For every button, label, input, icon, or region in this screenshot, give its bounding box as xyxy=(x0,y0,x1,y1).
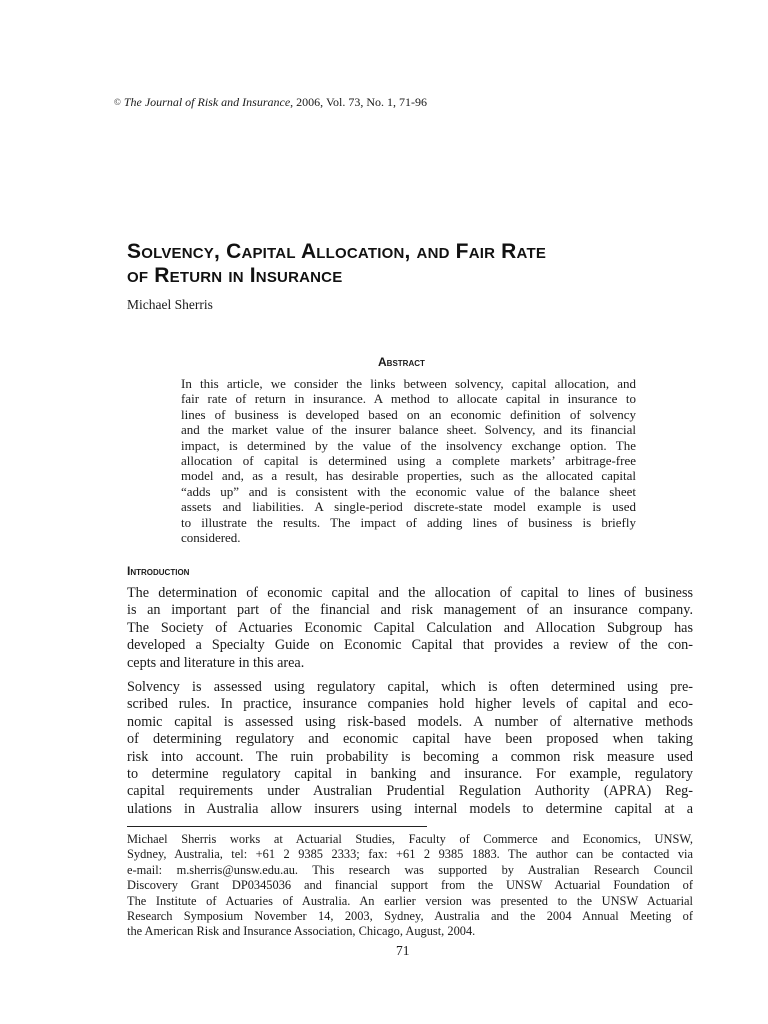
abstract-line: lines of business is developed based on an economic definition of solvency xyxy=(181,406,636,422)
abstract-line: considered. xyxy=(181,530,241,546)
citation-details: , 2006, Vol. 73, No. 1, 71-96 xyxy=(290,95,428,109)
abstract-line: allocation of capital is determined using a complete markets’ arbitrage-free xyxy=(181,453,636,469)
footnote-divider xyxy=(127,826,427,827)
footnote-line: e-mail: m.sherris@unsw.edu.au. This research was supported by Australian Research Council xyxy=(127,862,693,877)
body-line: Solvency is assessed using regulatory capital, which is often determined using pre- xyxy=(127,679,693,695)
introduction-paragraph-2 xyxy=(127,679,693,818)
footnote-line: Discovery Grant DP0345036 and financial support from the UNSW Actuarial Foundation of xyxy=(127,878,693,893)
body-line: capital requirements under Australian Prudential Regulation Authority (APRA) Reg- xyxy=(127,783,693,800)
abstract-line: “adds up” and is consistent with the economic value of the balance sheet xyxy=(181,483,636,499)
body-line: cepts and literature in this area. xyxy=(127,654,305,671)
body-line: is an important part of the financial and risk management of an insurance company. xyxy=(127,602,693,619)
body-line: to determine regulatory capital in banking and insurance. For example, regulatory xyxy=(127,766,693,783)
body-line: of determining regulatory and economic capital have been proposed when taking xyxy=(127,731,693,748)
journal-citation xyxy=(114,95,427,109)
footnote-line: Michael Sherris works at Actuarial Studies, Faculty of Commerce and Economics, UNSW, xyxy=(127,832,693,846)
footnote-line: The Institute of Actuaries of Australia. An earlier version was presented to the UNSW Actuarial xyxy=(127,893,693,908)
footnote-line: Sydney, Australia, tel: +61 2 9385 2333; fax: +61 2 9385 1883. The author can be contacted via xyxy=(127,847,693,862)
introduction-paragraph-1 xyxy=(127,585,693,672)
abstract-line: model and, as a result, has desirable properties, such as the allocated capital xyxy=(181,468,636,484)
page-number: 71 xyxy=(396,943,410,958)
author-footnote xyxy=(127,832,693,940)
title-line: Solvency, Capital Allocation, and Fair Rate xyxy=(127,240,547,263)
footnote-line: Research Symposium November 14, 2003, Sydney, Australia and the 2004 Annual Meeting of xyxy=(127,909,693,924)
section-heading-introduction: Introduction xyxy=(127,564,190,578)
abstract-line: to illustrate the results. The impact of adding lines of business is briefly xyxy=(181,514,636,530)
body-line: risk into account. The ruin probability is becoming a common risk measure used xyxy=(127,748,693,765)
journal-name: The Journal of Risk and Insurance xyxy=(123,95,291,109)
body-line: ulations in Australia allow insurers using internal models to determine capital at a xyxy=(127,800,693,817)
abstract-line: In this article, we consider the links between solvency, capital allocation, and xyxy=(181,376,636,391)
abstract-line: assets and liabilities. A single-period discrete-state model example is used xyxy=(181,499,636,515)
abstract-line: impact, is determined by the value of the insolvency exchange option. The xyxy=(181,437,636,453)
author-name: Michael Sherris xyxy=(127,297,213,312)
body-line: nomic capital is assessed using risk-based models. A number of alternative methods xyxy=(127,713,693,730)
body-line: The determination of economic capital and the allocation of capital to lines of business xyxy=(127,585,693,601)
body-line: scribed rules. In practice, insurance companies hold higher levels of capital and eco- xyxy=(127,696,693,713)
abstract-text xyxy=(181,376,636,545)
body-line: The Society of Actuaries Economic Capital Calculation and Allocation Subgroup has xyxy=(127,619,693,636)
body-line: developed a Specialty Guide on Economic Capital that provides a review of the con- xyxy=(127,637,693,654)
title-line: of Return in Insurance xyxy=(127,264,343,287)
copyright-symbol: © xyxy=(114,97,121,107)
abstract-line: fair rate of return in insurance. A method to allocate capital in insurance to xyxy=(181,391,636,407)
abstract-heading: Abstract xyxy=(378,355,425,369)
footnote-line: the American Risk and Insurance Association, Chicago, August, 2004. xyxy=(127,924,476,939)
paper-title xyxy=(127,240,687,288)
abstract-line: and the market value of the insurer balance sheet. Solvency, and its financial xyxy=(181,422,636,438)
